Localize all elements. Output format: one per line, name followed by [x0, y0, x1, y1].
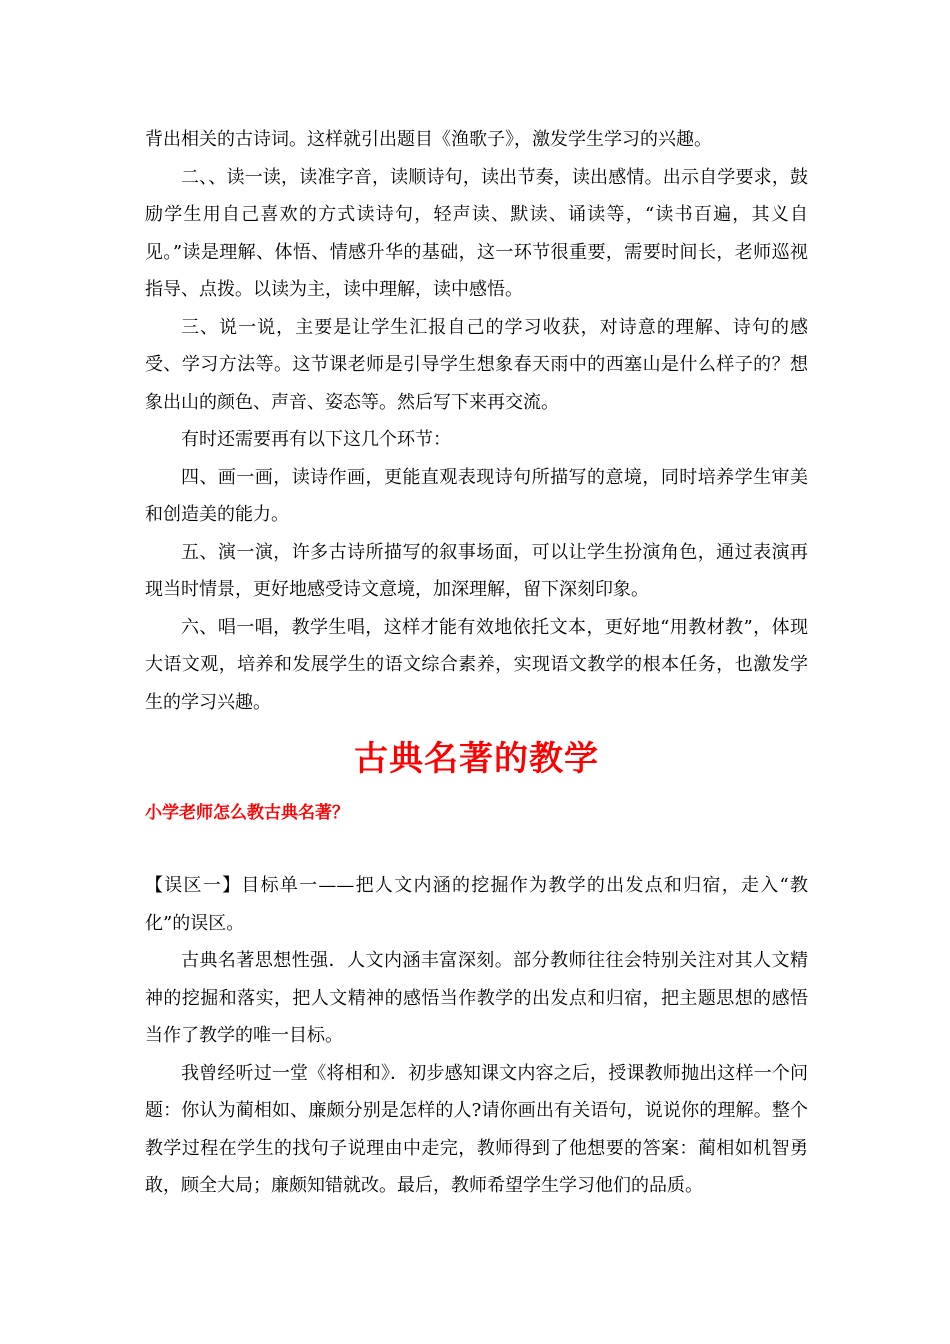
- paragraph-step-act: 五、演一演，许多古诗所描写的叙事场面，可以让学生扮演角色，通过表演再现当时情景，更好地感受诗文意境，加深理解，留下深刻印象。: [145, 541, 808, 600]
- paragraph-step-draw: 四、画一画，读诗作画，更能直观表现诗句所描写的意境，同时培养学生审美和创造美的能力。: [145, 466, 808, 525]
- paragraph-step-read: 二、、读一读，读准字音，读顺诗句，读出节奏，读出感情。出示自学要求，鼓励学生用自己喜欢的方式读诗句，轻声读、默读、诵读等，“读书百遍，其义自见。”读是理解、体悟、情感升华的基础，这一环节很重要，需要时间长，老师巡视指导、点拨。以读为主，读中理解，读中感悟。: [145, 166, 808, 300]
- section-title: 古典名著的教学: [354, 739, 599, 779]
- section-subtitle: 小学老师怎么教古典名著？: [145, 803, 349, 823]
- paragraph-continuation: 背出相关的古诗词。这样就引出题目《渔歌子》，激发学生学习的兴趣。: [145, 129, 712, 150]
- paragraph-step-sing: 六、唱一唱，教学生唱，这样才能有效地依托文本，更好地“用教材教”，体现大语文观，培养和发展学生的语文综合素养，实现语文教学的根本任务，也激发学生的学习兴趣。: [145, 616, 808, 713]
- paragraph-lesson-example: 我曾经听过一堂《将相和》．初步感知课文内容之后，授课教师抛出这样一个问题：你认为蔺相如、廉颇分别是怎样的人?请你画出有关语句，说说你的理解。整个教学过程在学生的找句子说理由中走完，教师得到了他想要的答案：蔺相如机智勇敢，顾全大局；廉颇知错就改。最后，教师希望学生学习他们的品质。: [145, 1062, 808, 1196]
- paragraph-extra-steps-intro: 有时还需要再有以下这几个环节：: [181, 429, 451, 450]
- paragraph-misconception-one: 【误区一】目标单一——把人文内涵的挖掘作为教学的出发点和归宿，走入“教化”的误区。: [145, 875, 808, 934]
- paragraph-step-speak: 三、说一说，主要是让学生汇报自己的学习收获，对诗意的理解、诗句的感受、学习方法等。这节课老师是引导学生想象春天雨中的西塞山是什么样子的？想象出山的颜色、声音、姿态等。然后写下来再交流。: [145, 316, 808, 413]
- paragraph-classics-thought: 古典名著思想性强．人文内涵丰富深刻。部分教师往往会特别关注对其人文精神的挖掘和落实，把人文精神的感悟当作教学的出发点和归宿，把主题思想的感悟当作了教学的唯一目标。: [145, 950, 808, 1046]
- blank-line: [145, 828, 808, 867]
